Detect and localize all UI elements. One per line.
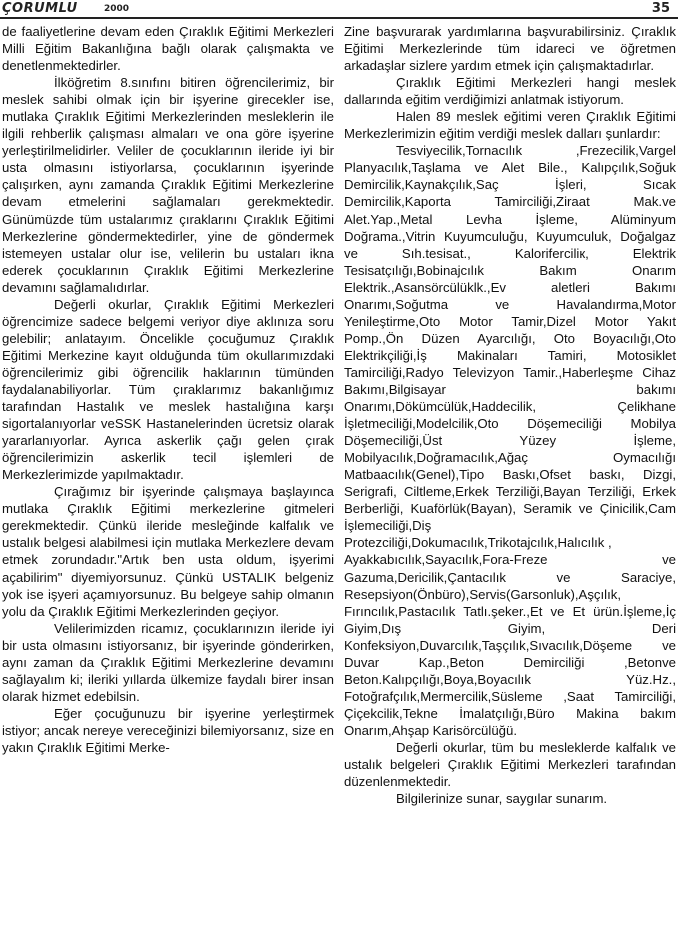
paragraph: Değerli okurlar, Çıraklık Eğitimi Merkezleri öğrencimize sadece belgemi veriyor diye aklınıza soru gelebilir; anlatayım. Öncelikle çocuğumuz Çıraklık Eğitimi Merkezine kayıt olduğunda tüm okullarımızdaki öğrencilerimiz gibi öğrencilik haklarının tümünden faydalanabiliyorlar. Tüm çıraklarımız bakanlığımız tarafından Hastalık ve meslek hastalığına karşı sigortalanıyorlar veSSK Hastanelerinden ücretsiz olarak yararlanıyorlar. Ayrıca askerlik çağı gelen çırak öğrencilerimizin askerlik tecil işlemleri de Merkezlerimizde yapılmaktadır.: [2, 296, 334, 483]
left-column: [2, 23, 334, 756]
paragraph: Halen 89 meslek eğitimi veren Çıraklık Eğitimi Merkezlerimizin eğitim verdiği meslek dalları şunlardır:: [344, 109, 676, 142]
page-number: 35: [651, 1, 670, 16]
paragraph: Eğer çocuğunuzu bir işyerine yerleştirmek istiyor; ancak nereye vereceğinizi bilemiyorsanız, size en yakın Çıraklık Eğitimi Merke-: [2, 705, 334, 755]
paragraph: İlköğretim 8.sınıfını bitiren öğrencilerimiz, bir meslek sahibi olmak için bir işyerine girecekler ise, mutlaka Çıraklık Eğitimi Merkezlerinden mesleklerin ile ilgili rehberlik çalışması almaları ve ona göre işyerine yerleştirilmelidirler. Veliler de çocuklarının ileride iyi bir usta olmasını istiyorlarsa, çocuklarının işyerinde çalışırken, aynı zamanda Çıraklık Eğitimi Merkezlerine devam etmelerini sağlamaları gerekmektedir. Günümüzde tüm ustalarımız çıraklarını Çıraklık Eğitimi Merkezlerine göndermektedirler, yine de göndermek istemeyen ustalar olur ise, velilerin bu ustaları ikna ederek çocuklarının Çıraklık Eğitimi Merkezlerine devamını sağlamalıdırlar.: [2, 75, 334, 295]
profession-list-continued: Ayakkabıcılık,Sayacılık,Fora-Freze ve Gazuma,Dericilik,Çantacılık ve Saraciye, Resepsiyon(Önbüro),Servis(Garsonluk),Aşçılık, Fırıncılık,Pastacılık Tatlı.şeker.,Et ve Et ürün.İşleme,İç Giyim,Dış Giyim, Deri Konfeksiyon,Duvarcılık,Taşçılık,Sıvacılık,Döşeme ve Duvar Kap.,Beton Demirciliği ,Betonve Beton.Kalıpçılığı,Boya,Boyacılık Yüz.Hz., Fotoğrafçılık,Mermercilik,Süsleme ,Saat Tamirciliği, Çiçekcilik,Tekne İmalatçılığı,Büro Makina bakım Onarım,Ahşap Karisörcülüğü.: [344, 552, 676, 738]
paragraph: Çırağımız bir işyerinde çalışmaya başlayınca mutlaka Çıraklık Eğitimi merkezlerine gitmeleri gerekmektedir. Çünkü ileride mesleğinde kalfalık ve ustalık belgesi alabilmesi için mutlaka Merkezlere devam etmek zorundadır."Artık ben usta oldum, işyerimi açabilirim" diyemiyorsunuz. Çünkü USTALIK belgeniz yok ise işyeri açamıyorsunuz. Bu belgeye sahip olmanın yolu da Çıraklık Eğitimi Merkezlerinden geçiyor.: [2, 484, 334, 619]
paragraph: Zine başvurarak yardımlarına başvurabilirsiniz. Çıraklık Eğitimi Merkezlerinde tüm idareci ve öğretmen arkadaşlar sizlere yardım etmek için çalışmaktadırlar.: [344, 24, 676, 74]
paragraph: de faaliyetlerine devam eden Çıraklık Eğitimi Merkezleri Milli Eğitim Bakanlığına bağlı olarak çalışmakta ve denetlenmektedirler.: [2, 24, 334, 74]
page-header: [0, 0, 678, 20]
paragraph: Çıraklık Eğitimi Merkezleri hangi meslek dallarında eğitim verdiğimizi anlatmak istiyorum.: [344, 75, 676, 108]
profession-list: Tesviyecilik,Tornacılık ,Frezecilik,Vargel Planyacılık,Taşlama ve Alet Bile., Kalıpçılık,Soğuk Demircilik,Kaynakçılık,Saç İşleri, Sıcak Demircilik,Kaporta Tamirciliği,Ziraat Mak.ve Alet.Yap.,Metal Levha İşleme, Alüminyum Doğrama.,Vitrin Kuyumculuğu, Kuyumculuk, Doğalgaz ve Sıh.tesisat., Kaloriferciliк, Elektrik Tesisatçılığı,Bobinajcılık Bakım Onarım Elektrik.,Asansörcülüklk.,Ev aletleri Bakımı Onarımı,Soğutma ve Havalandırma,Motor Yenileştirme,Oto Motor Tamir,Dizel Motor Yakıt Pomp.,Ön Düzen Ayarcılığı, Oto Boyacılığı,Oto Elektrikçiliği,İş Makinaları Tamiri, Motosiklet Tamirciliği,Radyo Televizyon Tamir.,Haberleşme Cihaz Bakımı,Bilgisayar bakımı Onarımı,Dökümcülük,Haddecilik, Çelikhane İşletmeciliği,Modelcilik,Oto Döşemeciliği Mobilya Döşemeciliği,Üst Yüzey İşleme, Mobilyacılık,Doğramacılık,Ağaç Oymacılığı Matbaacılık(Genel),Tipo Baskı,Ofset baskı, Dizgi, Serigrafi, Ciltleme,Erkek Terziliği,Bayan Terziliği, Erkek Berberliği, Kuaförlük(Bayan), Seramik ve Çinicilik,Cam İşlemeciliği,Diş Protezciliği,Dokumacılık,Trikotajcılık,Halıcılık ,: [344, 143, 676, 551]
closing-line: Bilgilerinize sunar, saygılar sunarım.: [396, 791, 608, 807]
paragraph: Değerli okurlar, tüm bu mesleklerde kalfalık ve ustalık belgeleri Çıraklık Eğitimi Merkezleri tarafından düzenlenmektedir.: [344, 739, 676, 790]
header-rule: [0, 17, 678, 19]
paragraph: Velilerimizden ricamız, çocuklarınızın ileride iyi bir usta olmasını istiyorsanız, bir işyerinde gönderirken, aynı zaman da Çıraklık Eğitimi Merkezlerine devamını sağlayalım ki; ileriki yıllarda ülkemize faydalı birer insan olarak hizmet edebilsin.: [2, 620, 334, 704]
magazine-logo: ÇORUMLU: [2, 1, 78, 16]
right-column: [344, 23, 676, 807]
issue-year: 2000: [104, 4, 130, 14]
